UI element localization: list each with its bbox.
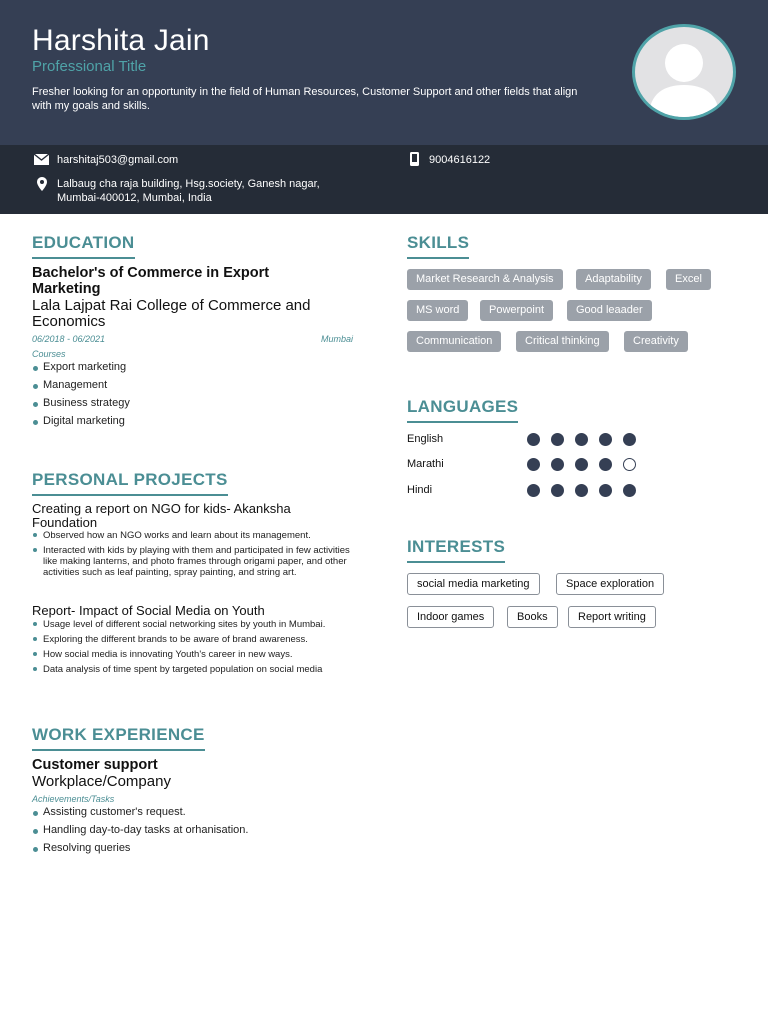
interest-tag: Books <box>507 606 558 628</box>
skill-tag: Adaptability <box>576 269 651 290</box>
rating-dot-filled <box>551 433 564 446</box>
interests-heading: INTERESTS <box>407 537 505 563</box>
language-name: Marathi <box>407 458 444 470</box>
list-item: Business strategy <box>32 397 352 415</box>
skill-tag: Creativity <box>624 331 688 352</box>
language-rating <box>527 484 636 497</box>
skill-tag: MS word <box>407 300 468 321</box>
skill-tag: Critical thinking <box>516 331 609 352</box>
skills-heading: SKILLS <box>407 233 469 259</box>
list-item: Exploring the different brands to be aware of brand awareness. <box>32 634 332 645</box>
rating-dot-empty <box>623 458 636 471</box>
candidate-name: Harshita Jain <box>32 24 210 57</box>
project-title: Creating a report on NGO for kids- Akanksha Foundation <box>32 501 291 530</box>
project-title: Report- Impact of Social Media on Youth <box>32 603 265 618</box>
skill-tag: Good leaader <box>567 300 652 321</box>
work-heading: WORK EXPERIENCE <box>32 725 205 751</box>
list-item: How social media is innovating Youth's career in new ways. <box>32 649 332 660</box>
languages-heading: LANGUAGES <box>407 397 518 423</box>
address-line-1: Lalbaug cha raja building, Hsg.society, Ganesh nagar, <box>57 178 320 190</box>
rating-dot-filled <box>551 458 564 471</box>
contact-bar <box>0 145 768 214</box>
rating-dot-filled <box>527 484 540 497</box>
header <box>0 0 768 145</box>
education-heading: EDUCATION <box>32 233 135 259</box>
professional-title: Professional Title <box>32 58 147 75</box>
degree-title: Bachelor's of Commerce in Export Marketing <box>32 265 270 297</box>
list-item: Resolving queries <box>32 842 362 860</box>
project-bullets <box>32 530 362 578</box>
rating-dot-filled <box>623 433 636 446</box>
envelope-icon <box>34 154 49 165</box>
rating-dot-filled <box>575 458 588 471</box>
rating-dot-filled <box>575 484 588 497</box>
list-item: Usage level of different social networking sites by youth in Mumbai. <box>32 619 332 630</box>
skill-tag: Communication <box>407 331 501 352</box>
rating-dot-filled <box>527 433 540 446</box>
list-item: Handling day-to-day tasks at orhanisation. <box>32 824 362 842</box>
person-icon <box>635 27 733 117</box>
list-item: Interacted with kids by playing with them and participated in few activities like making lanterns, and photo frames through origami paper, and other activities such as leaf painting, spray painting, and string art. <box>32 545 362 578</box>
list-item: Assisting customer's request. <box>32 806 362 824</box>
courses-label: Courses <box>32 349 66 359</box>
rating-dot-filled <box>599 458 612 471</box>
list-item: Export marketing <box>32 361 352 379</box>
phone-icon <box>410 152 419 166</box>
language-name: English <box>407 433 444 445</box>
location-pin-icon <box>37 177 47 191</box>
rating-dot-filled <box>527 458 540 471</box>
list-item: Management <box>32 379 352 397</box>
skill-tag: Excel <box>666 269 711 290</box>
job-company: Workplace/Company <box>32 773 171 790</box>
rating-dot-filled <box>551 484 564 497</box>
skill-tag: Powerpoint <box>480 300 553 321</box>
list-item: Observed how an NGO works and learn about its management. <box>32 530 362 541</box>
tasks-label: Achievements/Tasks <box>32 794 115 804</box>
interest-tag: social media marketing <box>407 573 540 595</box>
interest-tag: Report writing <box>568 606 656 628</box>
avatar <box>632 24 736 120</box>
rating-dot-filled <box>575 433 588 446</box>
job-title: Customer support <box>32 757 158 773</box>
interest-tag: Space exploration <box>556 573 664 595</box>
skill-tag: Market Research & Analysis <box>407 269 563 290</box>
rating-dot-filled <box>599 433 612 446</box>
school-name: Lala Lajpat Rai College of Commerce and Economics <box>32 297 311 330</box>
address <box>57 177 320 205</box>
language-rating <box>527 458 636 471</box>
address-line-2: Mumbai-400012, Mumbai, India <box>57 192 212 204</box>
project-bullets <box>32 619 332 675</box>
projects-heading: PERSONAL PROJECTS <box>32 470 228 496</box>
education-location: Mumbai <box>321 334 354 344</box>
email-link[interactable]: harshitaj503@gmail.com <box>57 154 179 166</box>
summary-text: Fresher looking for an opportunity in the field of Human Resources, Customer Support and other fields that align with my goals and skills. <box>32 86 578 112</box>
tasks-list <box>32 806 362 860</box>
list-item: Digital marketing <box>32 415 352 433</box>
rating-dot-filled <box>623 484 636 497</box>
phone-number[interactable]: 9004616122 <box>429 154 491 166</box>
list-item: Data analysis of time spent by targeted population on social media <box>32 664 332 675</box>
interest-tag: Indoor games <box>407 606 494 628</box>
education-dates: 06/2018 - 06/2021 <box>32 334 106 344</box>
language-name: Hindi <box>407 484 433 496</box>
language-rating <box>527 433 636 446</box>
rating-dot-filled <box>599 484 612 497</box>
courses-list <box>32 361 352 433</box>
